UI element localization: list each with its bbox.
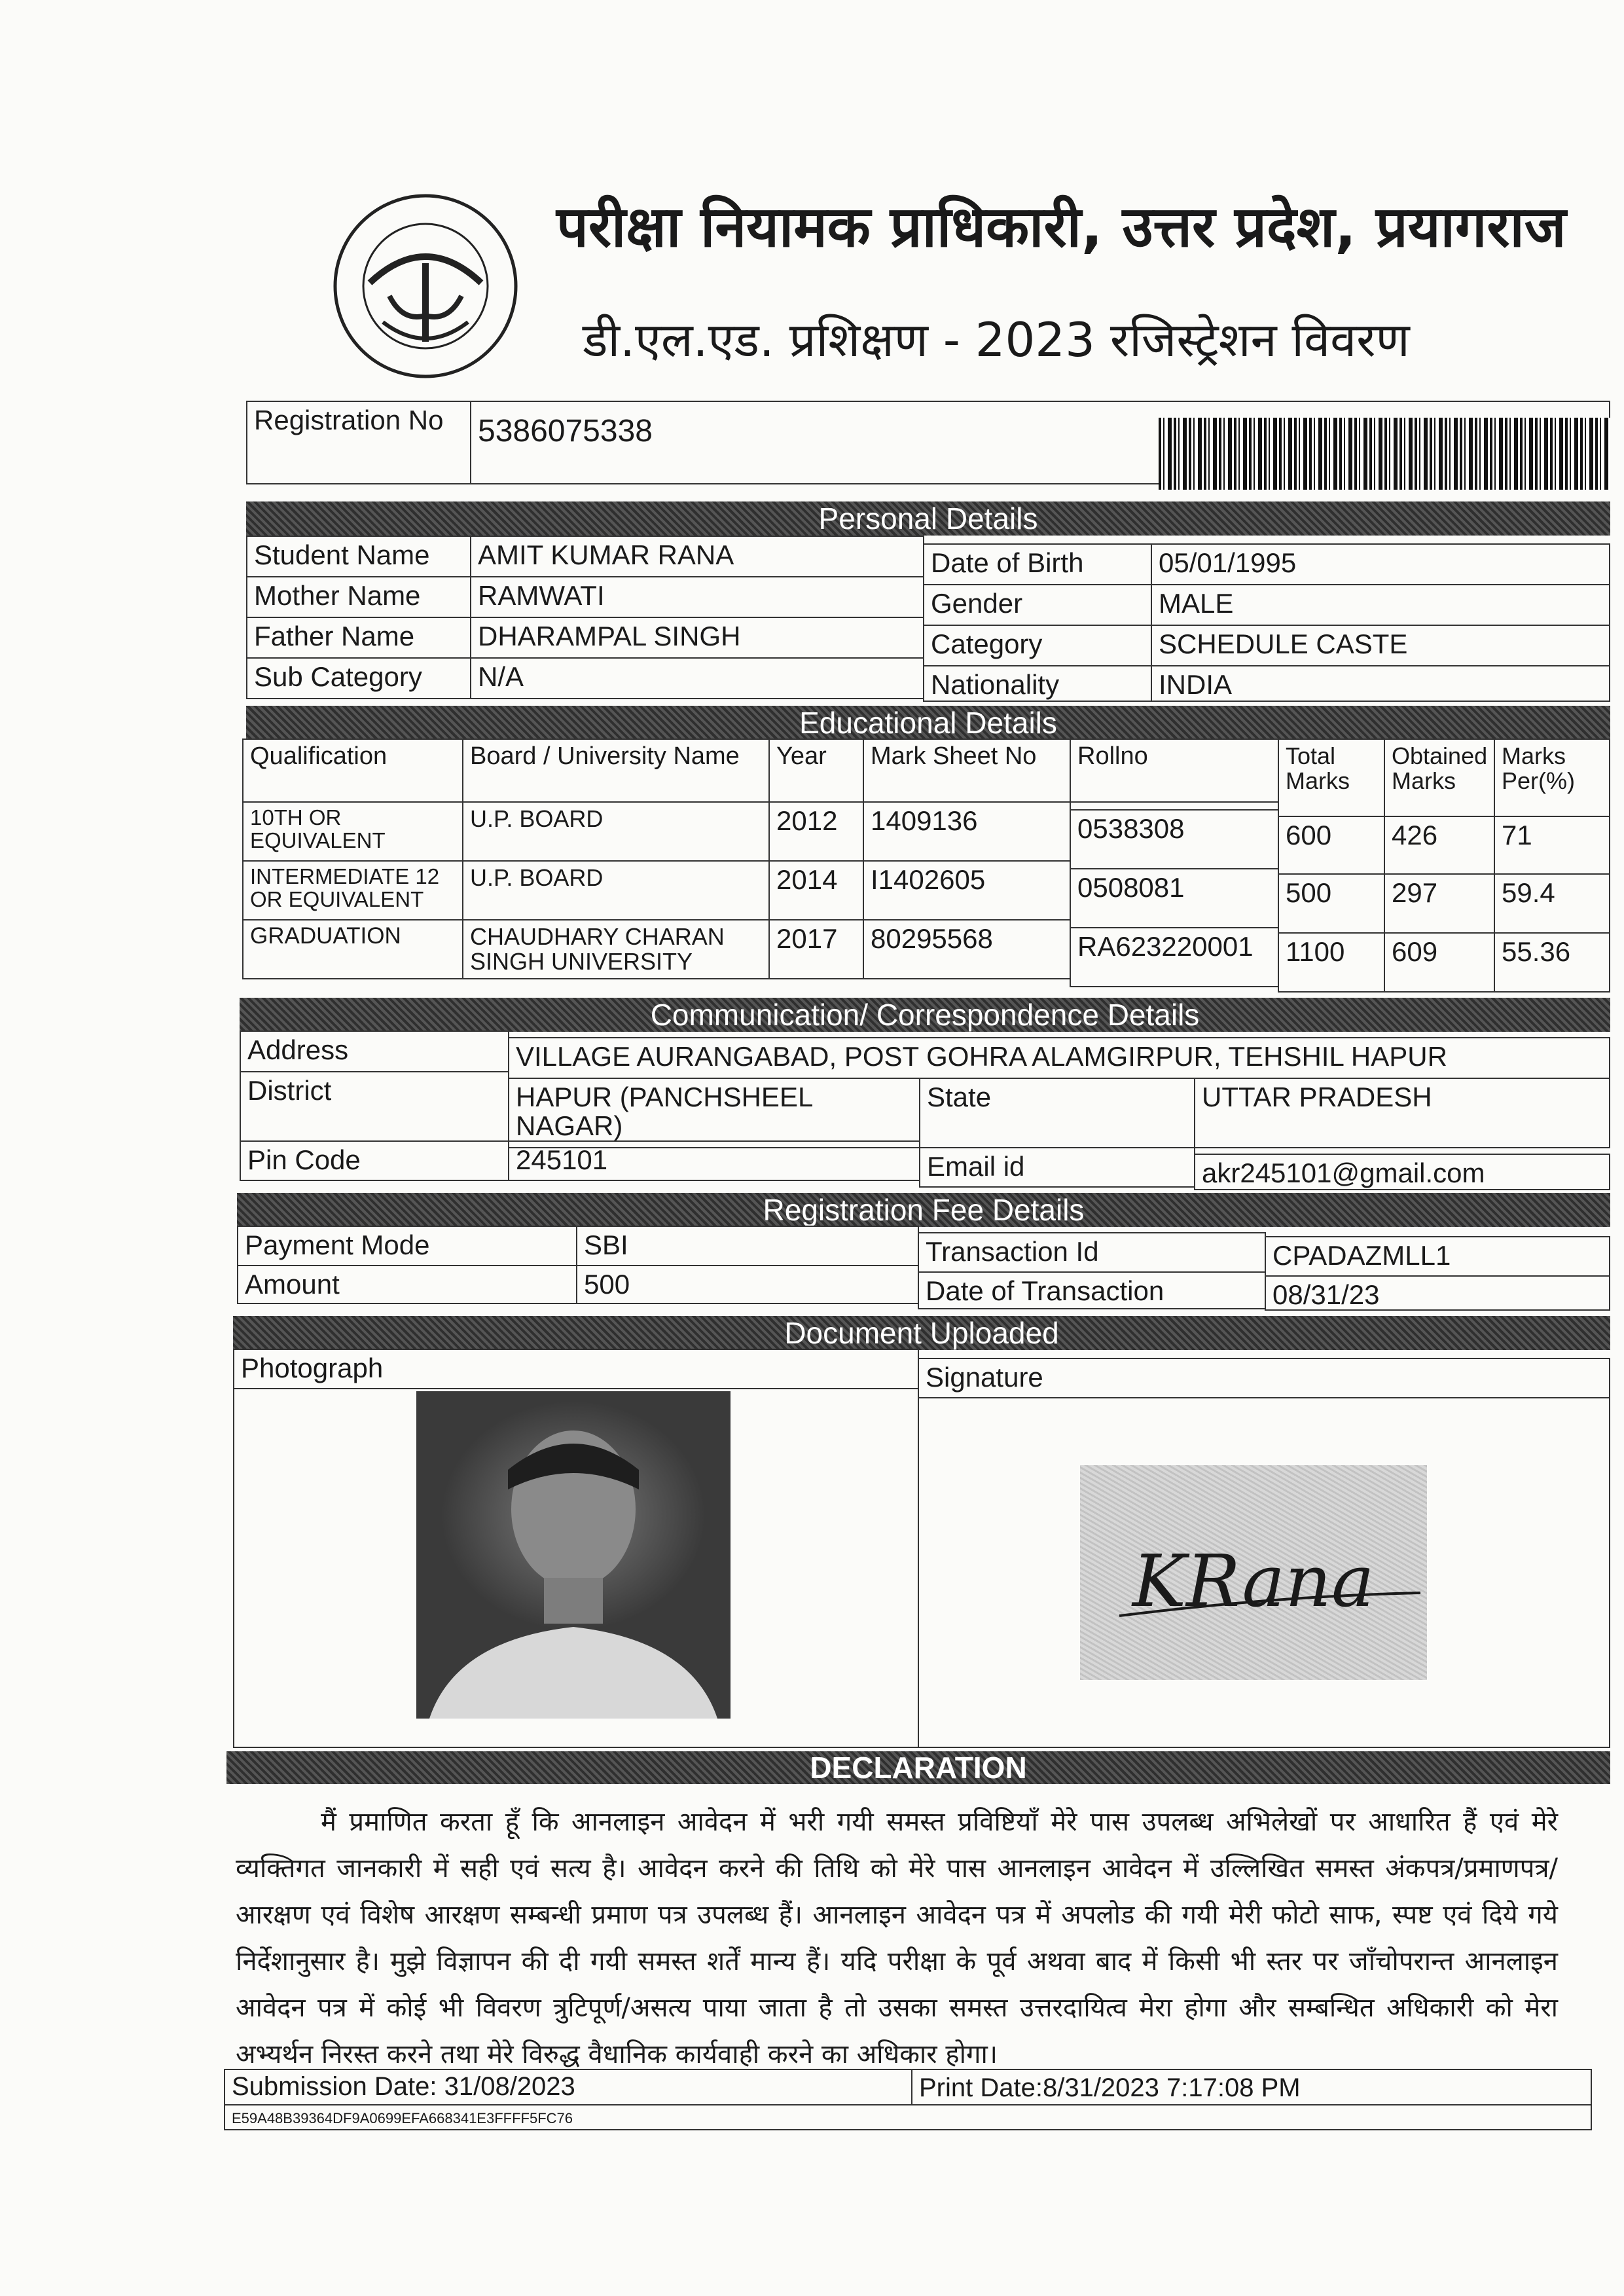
- pincode-value: 245101: [508, 1140, 920, 1181]
- student-name-value: AMIT KUMAR RANA: [470, 536, 924, 577]
- edu-row-2-marksheet: I1402605: [863, 860, 1071, 920]
- student-name-label: Student Name: [246, 536, 471, 577]
- mother-name-label: Mother Name: [246, 576, 471, 618]
- edu-row-3-qualification: GRADUATION: [242, 919, 463, 979]
- up-government-emblem: [331, 191, 520, 381]
- address-label: Address: [240, 1030, 509, 1072]
- state-value: UTTAR PRADESH: [1194, 1078, 1610, 1148]
- sub-category-label: Sub Category: [246, 657, 471, 699]
- gender-label: Gender: [923, 584, 1152, 626]
- signature-label: Signature: [918, 1358, 1610, 1398]
- edu-row-2-rollno: 0508081: [1070, 868, 1279, 928]
- transaction-date-value: 08/31/23: [1265, 1275, 1610, 1311]
- email-value: akr245101@gmail.com: [1194, 1154, 1610, 1190]
- registration-no-value: 5386075338: [470, 401, 1610, 484]
- father-name-value: DHARAMPAL SINGH: [470, 617, 924, 659]
- candidate-photo: [416, 1391, 731, 1719]
- amount-label: Amount: [237, 1265, 577, 1304]
- edu-header-marks-per: Marks Per(%): [1494, 738, 1610, 817]
- edu-row-3-year: 2017: [768, 919, 864, 979]
- page-subtitle: डी.एल.एड. प्रशिक्षण - 2023 रजिस्ट्रेशन विवरण: [583, 312, 1410, 367]
- edu-row-1-obtained: 426: [1384, 816, 1495, 875]
- dob-value: 05/01/1995: [1151, 543, 1610, 585]
- print-date: Print Date:8/31/2023 7:17:08 PM: [911, 2069, 1592, 2105]
- photograph-label: Photograph: [233, 1349, 919, 1389]
- transaction-id-label: Transaction Id: [918, 1232, 1266, 1273]
- declaration-text: मैं प्रमाणित करता हूँ कि आनलाइन आवेदन में भरी गयी समस्त प्रविष्टियाँ मेरे पास उपलब्ध अभिलेखों पर आधारित हैं एवं मेरे व्यक्तिगत जानकारी में सही एवं सत्य है। आवेदन करने की तिथि को मेरे पास आनलाइन आवेदन में उल्लिखित समस्त अंकपत्र/प्रमाणपत्र/आरक्षण एवं विशेष आरक्षण सम्बन्धी प्रमाण पत्र उपलब्ध हैं। आनलाइन आवेदन पत्र में अपलोड की गयी मेरी फोटो साफ, स्पष्ट एवं दिये गये निर्देशानुसार है। मुझे विज्ञापन की दी गयी समस्त शर्तें मान्य हैं। यदि परीक्षा के पूर्व अथवा बाद में किसी भी स्तर पर जाँचोपरान्त आनलाइन आवेदन पत्र में कोई भी विवरण त्रुटिपूर्ण/असत्य पाया जाता है तो उसका समस्त उत्तरदायित्व मेरा होगा और सम्बन्धित अधिकारी को मेरा अभ्यर्थन निरस्त करने तथा मेरे विरुद्ध वैधानिक कार्यवाही करने का अधिकार होगा।: [236, 1807, 1558, 2069]
- pincode-label: Pin Code: [240, 1140, 509, 1181]
- edu-header-qualification: Qualification: [242, 738, 463, 803]
- edu-row-2-total: 500: [1278, 873, 1385, 934]
- edu-header-board: Board / University Name: [462, 738, 770, 803]
- edu-row-3-obtained: 609: [1384, 932, 1495, 993]
- nationality-label: Nationality: [923, 665, 1152, 702]
- edu-row-1-year: 2012: [768, 801, 864, 862]
- page-title: परीक्षा नियामक प्राधिकारी, उत्तर प्रदेश, प्रयागराज: [556, 194, 1566, 260]
- state-label: State: [919, 1078, 1195, 1148]
- nationality-value: INDIA: [1151, 665, 1610, 702]
- sub-category-value: N/A: [470, 657, 924, 699]
- dob-label: Date of Birth: [923, 543, 1152, 585]
- edu-header-year: Year: [768, 738, 864, 803]
- father-name-label: Father Name: [246, 617, 471, 659]
- transaction-id-value: CPADAZMLL1: [1265, 1236, 1610, 1277]
- category-label: Category: [923, 625, 1152, 666]
- mother-name-value: RAMWATI: [470, 576, 924, 618]
- edu-row-1-rollno: 0538308: [1070, 809, 1279, 869]
- edu-header-rollno: Rollno: [1070, 738, 1279, 803]
- educational-details-heading: Educational Details: [246, 706, 1610, 740]
- edu-row-2-qualification: INTERMEDIATE 12 OR EQUIVALENT: [242, 860, 463, 920]
- personal-details-heading: Personal Details: [246, 501, 1610, 536]
- document-hash: E59A48B39364DF9A0699EFA668341E3FFFF5FC76: [224, 2104, 1592, 2130]
- documents-heading: Document Uploaded: [233, 1316, 1610, 1350]
- district-label: District: [240, 1071, 509, 1142]
- declaration-heading: DECLARATION: [226, 1751, 1610, 1784]
- submission-date: Submission Date: 31/08/2023: [224, 2069, 912, 2105]
- edu-row-2-percent: 59.4: [1494, 873, 1610, 934]
- district-value: HAPUR (PANCHSHEEL NAGAR): [508, 1078, 920, 1148]
- edu-row-3-rollno: RA623220001: [1070, 927, 1279, 987]
- registration-no-label: Registration No: [246, 401, 471, 484]
- edu-row-1-board: U.P. BOARD: [462, 801, 770, 862]
- edu-row-1-total: 600: [1278, 816, 1385, 875]
- edu-header-obtained-marks: Obtained Marks: [1384, 738, 1495, 817]
- fee-details-heading: Registration Fee Details: [237, 1193, 1610, 1227]
- edu-row-2-obtained: 297: [1384, 873, 1495, 934]
- edu-row-2-year: 2014: [768, 860, 864, 920]
- email-label: Email id: [919, 1147, 1195, 1188]
- edu-row-3-total: 1100: [1278, 932, 1385, 993]
- edu-header-total-marks: Total Marks: [1278, 738, 1385, 817]
- edu-header-marksheet: Mark Sheet No: [863, 738, 1071, 803]
- payment-mode-label: Payment Mode: [237, 1226, 577, 1266]
- gender-value: MALE: [1151, 584, 1610, 626]
- edu-row-3-percent: 55.36: [1494, 932, 1610, 993]
- address-value: VILLAGE AURANGABAD, POST GOHRA ALAMGIRPUR, TEHSHIL HAPUR: [508, 1037, 1610, 1079]
- payment-mode-value: SBI: [576, 1226, 919, 1266]
- edu-row-1-marksheet: 1409136: [863, 801, 1071, 862]
- edu-row-3-marksheet: 80295568: [863, 919, 1071, 979]
- amount-value: 500: [576, 1265, 919, 1304]
- edu-row-3-board: CHAUDHARY CHARAN SINGH UNIVERSITY: [462, 919, 770, 979]
- barcode: [1159, 418, 1610, 490]
- candidate-signature: [1080, 1465, 1427, 1680]
- edu-row-2-board: U.P. BOARD: [462, 860, 770, 920]
- signature-text: KRana: [1132, 1539, 1375, 1623]
- edu-row-1-qualification: 10TH OR EQUIVALENT: [242, 801, 463, 862]
- category-value: SCHEDULE CASTE: [1151, 625, 1610, 666]
- communication-heading: Communication/ Correspondence Details: [240, 998, 1610, 1032]
- edu-row-1-percent: 71: [1494, 816, 1610, 875]
- transaction-date-label: Date of Transaction: [918, 1271, 1266, 1309]
